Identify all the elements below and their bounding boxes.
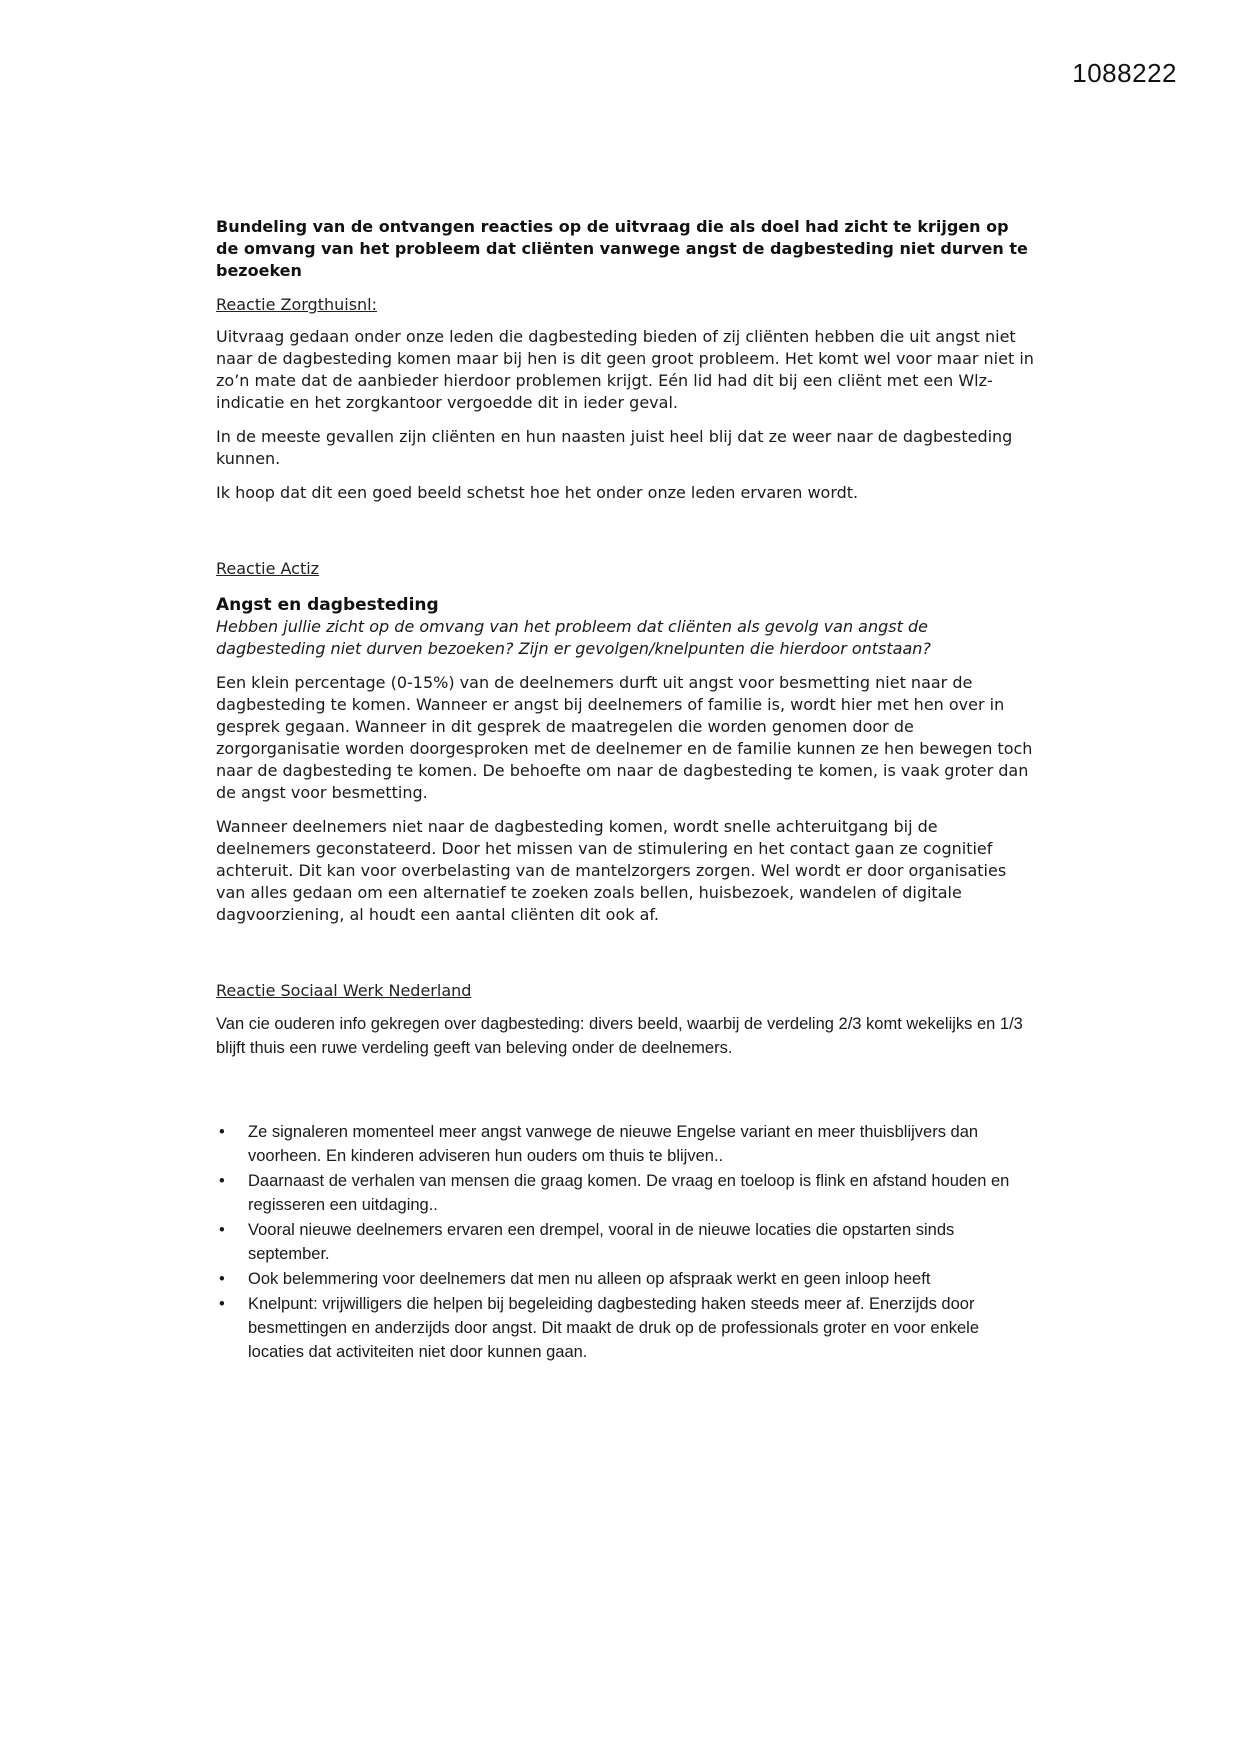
sociaal-werk-bullet-list — [216, 1120, 1036, 1364]
list-item — [216, 1169, 1036, 1217]
document-title: Bundeling van de ontvangen reacties op de uitvraag die als doel had zicht te krijgen op de omvang van het probleem dat cliënten vanwege angst de dagbesteding niet durven te bezoeken — [216, 217, 1028, 280]
zorgthuisnl-paragraph-3: Ik hoop dat dit een goed beeld schetst hoe het onder onze leden ervaren wordt. — [216, 483, 859, 502]
zorgthuisnl-paragraph-2: In de meeste gevallen zijn cliënten en hun naasten juist heel blij dat ze weer naar de dagbesteding kunnen. — [216, 427, 1013, 468]
list-item-text: Vooral nieuwe deelnemers ervaren een drempel, vooral in de nieuwe locaties die opstarten sinds september. — [248, 1221, 955, 1263]
actiz-question: Hebben jullie zicht op de omvang van het probleem dat cliënten als gevolg van angst de dagbesteding niet durven bezoeken? Zijn er gevolgen/knelpunten die hierdoor ontstaan? — [216, 617, 931, 658]
section-spacer — [216, 1072, 1036, 1120]
actiz-paragraph-1: Een klein percentage (0-15%) van de deelnemers durft uit angst voor besmetting niet naar de dagbesteding te komen. Wanneer er angst bij deelnemers of familie is, wordt hier met hen over in gesprek gegaan. Wanneer in dit gesprek de maatregelen die worden genomen door de zorgorganisatie worden doorgesproken met de deelnemer en de familie kunnen ze hen bewegen toch naar de dagbesteding te komen. De behoefte om naar de dagbesteding te komen, is vaak groter dan de angst voor besmetting. — [216, 673, 1033, 802]
list-item-text: Ook belemmering voor deelnemers dat men nu alleen op afspraak werkt en geen inloop heeft — [248, 1270, 931, 1288]
document-body — [216, 216, 1036, 1365]
section-spacer — [216, 938, 1036, 980]
list-item-text: Daarnaast de verhalen van mensen die graag komen. De vraag en toeloop is flink en afstand houden en regisseren een uitdaging.. — [248, 1172, 1010, 1214]
actiz-paragraph-2: Wanneer deelnemers niet naar de dagbesteding komen, wordt snelle achteruitgang bij de deelnemers geconstateerd. Door het missen van de stimulering en het contact gaan ze cognitief achteruit. Dit kan voor overbelasting van de mantelzorgers zorgen. Wel wordt er door organisaties van alles gedaan om een alternatief te zoeken zoals bellen, huisbezoek, wandelen of digitale dagvoorziening, al houdt een aantal cliënten dit ook af. — [216, 817, 1007, 924]
list-item — [216, 1120, 1036, 1168]
section-spacer — [216, 516, 1036, 558]
document-number: 1088222 — [1072, 58, 1177, 88]
bullet-icon: • — [219, 1221, 225, 1239]
list-item — [216, 1267, 1036, 1291]
section-heading-zorgthuisnl: Reactie Zorgthuisnl: — [216, 295, 378, 314]
zorgthuisnl-paragraph-1: Uitvraag gedaan onder onze leden die dagbesteding bieden of zij cliënten hebben die uit angst niet naar de dagbesteding komen maar bij hen is dit geen groot probleem. Het komt wel voor maar niet in zo’n mate dat de aanbieder hierdoor problemen krijgt. Eén lid had dit bij een cliënt met een Wlz-indicatie en het zorgkantoor vergoedde dit in ieder geval. — [216, 327, 1034, 412]
list-item — [216, 1292, 1036, 1364]
bullet-icon: • — [219, 1123, 225, 1141]
list-item-text: Ze signaleren momenteel meer angst vanwege de nieuwe Engelse variant en meer thuisblijvers dan voorheen. En kinderen adviseren hun ouders om thuis te blijven.. — [248, 1123, 979, 1165]
bullet-icon: • — [219, 1295, 225, 1313]
section-heading-actiz: Reactie Actiz — [216, 559, 320, 578]
list-item — [216, 1218, 1036, 1266]
list-item-text: Knelpunt: vrijwilligers die helpen bij begeleiding dagbesteding haken steeds meer af. Enerzijds door besmettingen en anderzijds door angst. Dit maakt de druk op de professionals groter en voor enkele locaties dat activiteiten niet door kunnen gaan. — [248, 1295, 980, 1361]
bullet-icon: • — [219, 1172, 225, 1190]
bullet-icon: • — [219, 1270, 225, 1288]
actiz-subheading: Angst en dagbesteding — [216, 595, 439, 615]
section-heading-sociaal-werk: Reactie Sociaal Werk Nederland — [216, 981, 472, 1000]
sociaal-werk-intro: Van cie ouderen info gekregen over dagbesteding: divers beeld, waarbij de verdeling 2/3 komt wekelijks en 1/3 blijft thuis een ruwe verdeling geeft van beleving onder de deelnemers. — [216, 1015, 1023, 1057]
